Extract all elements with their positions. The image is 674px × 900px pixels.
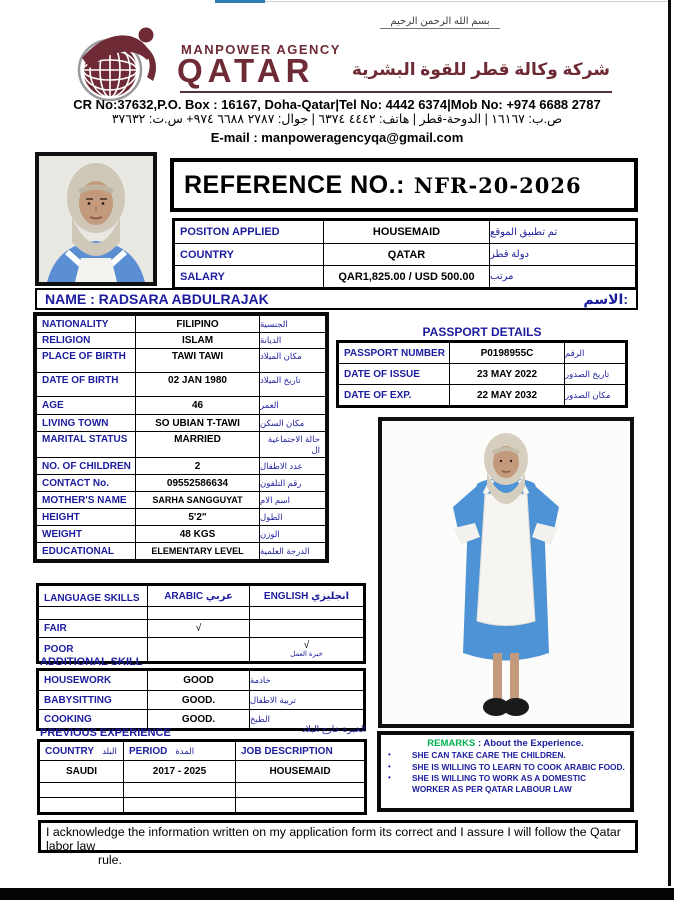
poor-english-mark (249, 638, 363, 661)
weight-arabic: الوزن (259, 526, 325, 542)
age-arabic: العمر (259, 397, 325, 414)
experience-period: 2017 - 2025 (123, 761, 235, 782)
age-label: AGE (42, 400, 64, 411)
period-header-arabic: المدة (175, 745, 195, 756)
personal-details-table (33, 312, 329, 563)
mother-name-label: MOTHER'S NAME (42, 494, 127, 506)
living-town-label: LIVING TOWN (42, 417, 109, 429)
religion-label: RELIGION (42, 335, 91, 346)
acknowledgment-text-line2: rule. (98, 853, 122, 867)
place-of-birth-value: TAWI TAWI (135, 349, 259, 372)
country-label: COUNTRY (180, 248, 234, 261)
empty-cell (40, 798, 123, 812)
remarks-title-word: REMARKS (427, 738, 476, 749)
date-of-exp-arabic: مكان الصدور (564, 385, 625, 405)
globe-person-logo-icon (70, 24, 174, 104)
remark-text: SHE IS WILLING TO WORK AS A DOMESTIC WORKER AS PER QATAR LABOUR LAW (412, 773, 587, 794)
top-blue-line (215, 0, 265, 3)
country-value: QATAR (323, 244, 489, 265)
cooking-label: COOKING (44, 713, 92, 725)
passport-table (336, 340, 628, 408)
babysitting-value: GOOD. (147, 691, 249, 709)
portrait-illustration (39, 156, 153, 282)
period-header (123, 742, 235, 760)
bismillah-calligraphy: بسم الله الرحمن الرحيم (380, 16, 500, 29)
passport-number-label: PASSPORT NUMBER (344, 347, 445, 359)
date-of-birth-value: 02 JAN 1980 (135, 373, 259, 396)
table-row (175, 243, 635, 265)
contact-arabic: رقم التلفون (259, 475, 325, 491)
reference-label: REFERENCE NO.: (184, 170, 405, 199)
height-label: HEIGHT (42, 511, 80, 523)
date-of-issue-arabic: تاريخ الصدور (564, 364, 625, 384)
table-row (175, 221, 635, 243)
poor-label: POOR (44, 644, 74, 655)
arabic-column-header: ARABIC عربي (147, 586, 249, 606)
remarks-subtitle: : About the Experience. (475, 738, 584, 749)
passport-details-title: PASSPORT DETAILS (422, 325, 542, 339)
position-applied-value: HOUSEMAID (323, 221, 489, 243)
cr-contact-line: CR No:37632,P.O. Box : 16167, Doha-Qatar|Tel No: 4442 6374|Mob No: +974 6688 2787 (73, 97, 601, 112)
cooking-value: GOOD. (147, 710, 249, 728)
remark-text: SHE CAN TAKE CARE THE CHILDREN. (412, 750, 566, 760)
marital-status-value: MARRIED (135, 432, 259, 457)
date-of-birth-label: DATE OF BIRTH (42, 375, 119, 386)
empty-cell (147, 607, 249, 619)
bullet-icon: • (388, 750, 391, 759)
remarks-box (377, 731, 634, 812)
position-applied-arabic: تم تطبيق الموقع (489, 221, 635, 243)
acknowledgment-text: I acknowledge the information written on my application form its correct and I assure I will follow the Qatar labor law (46, 825, 621, 853)
agency-logo (70, 24, 174, 104)
applicant-full-body-photo (378, 417, 634, 728)
additional-skill-title: ADDITIONAL SKILL (40, 656, 143, 668)
company-name-arabic: شركة وكالة قطر للقوة البشرية (351, 60, 610, 79)
agency-name: MANPOWER AGENCY (181, 42, 341, 57)
contact-label: CONTACT No. (42, 477, 110, 489)
weight-value: 48 KGS (135, 526, 259, 542)
empty-cell (40, 783, 123, 797)
remark-item (381, 773, 630, 794)
applicant-portrait-photo (35, 152, 157, 286)
empty-cell (39, 607, 147, 619)
name-bar (35, 288, 638, 310)
period-header-text: PERIOD (129, 745, 168, 757)
children-label: NO. OF CHILDREN (42, 460, 131, 472)
place-of-birth-arabic: مكان الميلاد (259, 349, 325, 372)
reference-box (170, 158, 638, 212)
children-arabic: عدد الاطفال (259, 458, 325, 474)
experience-table (37, 739, 367, 815)
empty-cell (249, 607, 363, 619)
empty-cell (235, 798, 364, 812)
living-town-value: SO UBIAN T-TAWI (135, 415, 259, 431)
passport-number-arabic: الرقم (564, 343, 625, 363)
language-skills-header: LANGUAGE SKILLS (44, 593, 140, 604)
date-of-issue-label: DATE OF ISSUE (344, 368, 420, 380)
poor-arabic-mark (147, 638, 249, 661)
date-of-exp-value: 22 MAY 2032 (449, 385, 564, 405)
religion-value: ISLAM (135, 333, 259, 348)
date-of-exp-label: DATE OF EXP. (344, 389, 412, 401)
marital-status-label: MARITAL STATUS (42, 434, 128, 445)
country-header-text: COUNTRY (45, 745, 95, 757)
experience-job: HOUSEMAID (235, 761, 364, 782)
language-skills-table (36, 583, 366, 664)
cooking-arabic: الطبخ (249, 710, 363, 728)
nationality-arabic: الجنسية (259, 316, 325, 332)
country-header-arabic: البلد (102, 745, 117, 756)
nationality-label: NATIONALITY (42, 318, 109, 330)
empty-cell (123, 798, 235, 812)
date-of-issue-value: 23 MAY 2022 (449, 364, 564, 384)
date-of-birth-arabic: تاريخ الميلاد (259, 373, 325, 396)
educational-value: ELEMENTARY LEVEL (135, 543, 259, 559)
educational-arabic: الدرجة العلمية (259, 543, 325, 559)
previous-experience-title-arabic: الخبرة خارج البلاد (301, 724, 366, 734)
agency-country: QATAR (177, 52, 315, 89)
housework-arabic: خادمة (249, 671, 363, 690)
fair-label: FAIR (44, 623, 67, 634)
empty-cell (123, 783, 235, 797)
religion-arabic: الديانة (259, 333, 325, 348)
experience-country: SAUDI (65, 766, 98, 777)
full-body-illustration (382, 421, 630, 724)
contact-value: 09552586634 (135, 475, 259, 491)
babysitting-label: BABYSITTING (44, 694, 112, 706)
nationality-value: FILIPINO (135, 316, 259, 332)
salary-value: QAR1,825.00 / USD 500.00 (323, 266, 489, 287)
check-mark: √ (303, 639, 310, 651)
housework-value: GOOD (147, 671, 249, 690)
previous-experience-title: PREVIOUS EXPERIENCE (40, 727, 171, 739)
age-value: 46 (135, 397, 259, 414)
applicant-name: NAME : RADSARA ABDULRAJAK (45, 291, 269, 307)
empty-cell (235, 783, 364, 797)
children-value: 2 (135, 458, 259, 474)
passport-number-value: P0198955C (449, 343, 564, 363)
bullet-icon: • (388, 761, 391, 771)
position-applied-label: POSITON APPLIED (180, 226, 280, 238)
remark-item (381, 750, 630, 761)
fair-english-mark (249, 620, 363, 637)
reference-number: NFR-20-2026 (413, 172, 582, 198)
english-column-header: ENGLISH انجليزي (249, 586, 363, 606)
mother-name-value: SARHA SANGGUYAT (135, 492, 259, 508)
height-value: 5'2" (135, 509, 259, 525)
header-underline (180, 91, 612, 93)
top-gray-line (265, 1, 670, 2)
height-arabic: الطول (259, 509, 325, 525)
marital-status-arabic: حالة الاجتماعية ال (259, 432, 325, 457)
cr-contact-line-arabic: ص.ب: ١٦١٦٧ | الدوحة-قطر | هاتف: ٤٤٤٢ ٦٣٧٤ | جوال: ٢٧٨٧ ٦٦٨٨ ٩٧٤+ س.ت: ٣٧٦٣٢ (111, 112, 563, 126)
fair-arabic-mark: √ (147, 620, 249, 637)
name-arabic-label: الاسم: (583, 290, 628, 307)
bullet-icon: • (388, 773, 391, 782)
salary-arabic: مرتب (489, 266, 635, 287)
remark-item (381, 762, 630, 773)
babysitting-arabic: تربية الاطفال (249, 691, 363, 709)
educational-label: EDUCATIONAL (42, 545, 115, 557)
country-arabic: دولة قطر (489, 244, 635, 265)
remarks-title (381, 738, 630, 749)
place-of-birth-label: PLACE OF BIRTH (42, 351, 126, 362)
housework-label: HOUSEWORK (44, 675, 112, 686)
position-table (172, 218, 638, 290)
table-row (175, 265, 635, 287)
remark-text: SHE IS WILLING TO LEARN TO COOK ARABIC FOOD. (412, 761, 625, 772)
email-line: E-mail : manpoweragencyqa@gmail.com (210, 130, 464, 145)
country-header (40, 742, 123, 760)
page-bottom-bar (0, 888, 674, 900)
acknowledgment-box (38, 820, 638, 867)
weight-label: WEIGHT (42, 528, 82, 540)
additional-skill-table (36, 668, 366, 731)
living-town-arabic: مكان السكن (259, 415, 325, 431)
salary-label: SALARY (180, 270, 225, 283)
job-description-header: JOB DESCRIPTION (235, 742, 364, 760)
poor-caption-arabic: خبرة العمل (290, 650, 323, 658)
mother-name-arabic: اسم الام (259, 492, 325, 508)
